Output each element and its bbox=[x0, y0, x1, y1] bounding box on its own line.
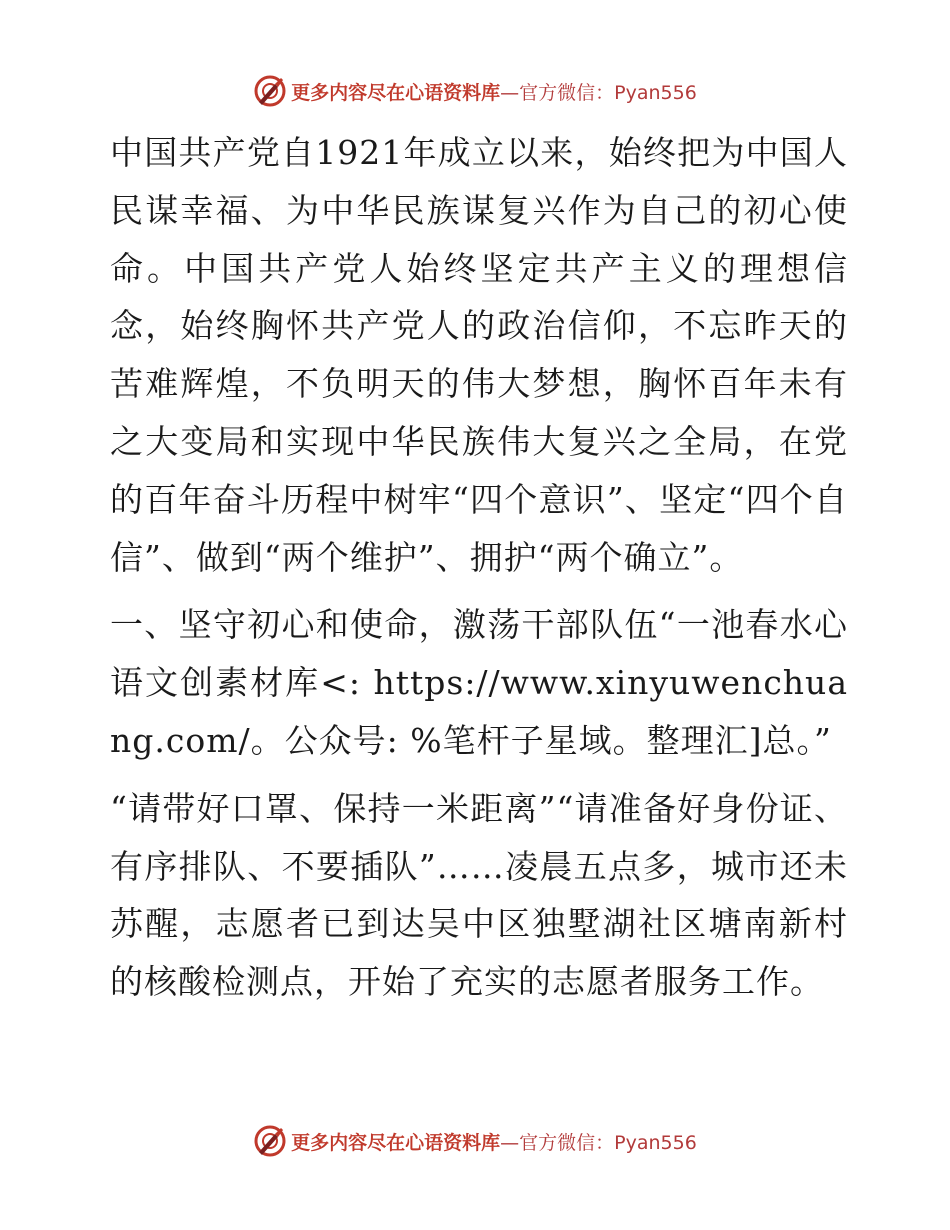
banner-wechat-text: —官方微信：Pyan556 bbox=[500, 81, 697, 104]
brand-logo-icon bbox=[253, 1124, 287, 1158]
paragraph-section-heading: 一、坚守初心和使命，激荡干部队伍“一池春水心语文创素材库<: https://www.xinyuwenchuang.com/。公众号: %笔杆子星域。整理汇]总。” bbox=[110, 605, 848, 760]
banner-lead-text: 更多内容尽在心语资料库 bbox=[291, 1131, 501, 1154]
document-body bbox=[98, 124, 848, 1011]
header-banner bbox=[0, 71, 950, 111]
brand-logo-icon bbox=[253, 74, 287, 108]
banner-lead-text: 更多内容尽在心语资料库 bbox=[291, 81, 501, 104]
paragraph-intro: 中国共产党自1921年成立以来，始终把为中国人民谋幸福、为中华民族谋复兴作为自己的初心使命。中国共产党人始终坚定共产主义的理想信念，始终胸怀共产党人的政治信仰，不忘昨天的苦难辉煌，不负明天的伟大梦想，胸怀百年未有之大变局和实现中华民族伟大复兴之全局，在党的百年奋斗历程中树牢“四个意识”、坚定“四个自信”、做到“两个维护”、拥护“两个确立”。 bbox=[110, 133, 848, 577]
banner-wechat-text: —官方微信：Pyan556 bbox=[500, 1131, 697, 1154]
footer-banner bbox=[0, 1121, 950, 1161]
paragraph-volunteer: “请带好口罩、保持一米距离”“请准备好身份证、有序排队、不要插队”……凌晨五点多，城市还未苏醒，志愿者已到达吴中区独墅湖社区塘南新村的核酸检测点，开始了充实的志愿者服务工作。 bbox=[110, 788, 848, 1002]
